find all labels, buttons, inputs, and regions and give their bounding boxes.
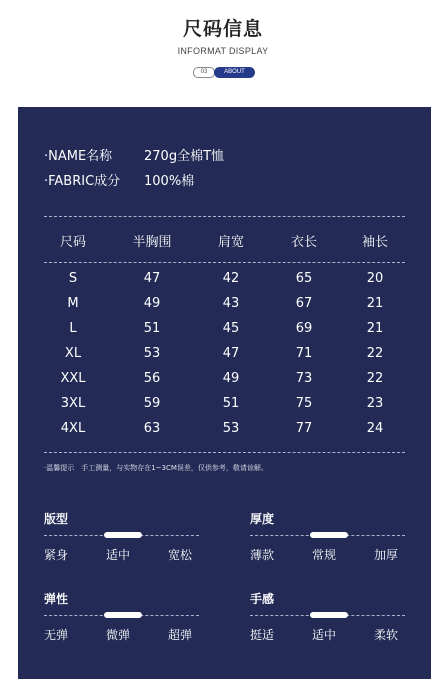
table-cell: L [69,321,77,336]
table-cell: 73 [295,371,313,386]
feel-option: 适中 [312,628,337,642]
divider [44,216,405,217]
page-title: 尺码信息 [182,18,263,40]
table-cell: 20 [366,271,384,286]
table-cell: 49 [143,296,161,311]
section-number-badge: 03 [193,67,215,78]
page-header [0,0,446,100]
table-cell: XL [64,346,82,361]
table-cell: 22 [366,371,384,386]
fit-option: 宽松 [168,548,193,562]
table-cell: 51 [222,396,240,411]
table-cell: 47 [222,346,240,361]
table-cell: 51 [143,321,161,336]
page-subtitle: INFORMAT DISPLAY [177,46,269,56]
table-cell: 63 [143,421,161,436]
table-header-cell: 尺码 [59,235,86,250]
fit-option: 紧身 [44,548,69,562]
table-cell: 59 [143,396,161,411]
divider [44,452,405,453]
table-cell: 43 [222,296,240,311]
table-cell: 69 [295,321,313,336]
thickness-scale-indicator [310,532,348,538]
table-cell: 77 [295,421,313,436]
table-cell: 71 [295,346,313,361]
table-cell: 45 [222,321,240,336]
table-cell: 42 [222,271,240,286]
table-cell: 24 [366,421,384,436]
elasticity-title: 弹性 [44,592,69,606]
product-name-label: ·NAME名称 [44,149,113,164]
about-badge: ABOUT [214,67,255,78]
product-name-row [44,145,224,164]
product-fabric-row [44,170,194,189]
product-fabric-value: 100%棉 [144,174,195,189]
table-cell: 23 [366,396,384,411]
table-cell: S [68,271,78,286]
table-header-cell: 衣长 [290,235,317,250]
feel-title: 手感 [250,592,275,606]
table-cell: M [67,296,79,311]
size-info-panel [18,107,431,679]
product-name-value: 270g全棉T恤 [144,149,225,164]
table-cell: 47 [143,271,161,286]
fit-scale-indicator [104,532,142,538]
table-cell: 65 [295,271,313,286]
thickness-option: 加厚 [374,548,399,562]
feel-option: 挺适 [250,628,275,642]
table-header-cell: 半胸围 [132,235,172,250]
fit-title: 版型 [44,512,69,526]
measurement-note: ·温馨提示 手工测量，与实物存在1~3CM误差，仅供参考，敬请谅解。 [44,464,268,472]
thickness-title: 厚度 [250,512,275,526]
table-cell: 21 [366,296,384,311]
product-fabric-label: ·FABRIC成分 [44,174,121,189]
thickness-option: 常规 [312,548,337,562]
table-cell: 49 [222,371,240,386]
table-cell: 3XL [60,396,86,411]
table-cell: 75 [295,396,313,411]
feel-scale-indicator [310,612,348,618]
feel-option: 柔软 [374,628,399,642]
elasticity-scale-indicator [104,612,142,618]
table-cell: 21 [366,321,384,336]
elasticity-option: 微弹 [106,628,131,642]
table-cell: 56 [143,371,161,386]
table-cell: 53 [222,421,240,436]
elasticity-option: 无弹 [44,628,69,642]
divider [44,262,405,263]
thickness-option: 薄款 [250,548,275,562]
section-badge [0,67,446,77]
table-cell: 67 [295,296,313,311]
elasticity-option: 超弹 [168,628,193,642]
table-header-cell: 肩宽 [217,235,244,250]
table-header-cell: 袖长 [361,235,388,250]
table-cell: XXL [60,371,86,386]
table-cell: 53 [143,346,161,361]
table-cell: 4XL [60,421,86,436]
table-cell: 22 [366,346,384,361]
fit-option: 适中 [106,548,131,562]
